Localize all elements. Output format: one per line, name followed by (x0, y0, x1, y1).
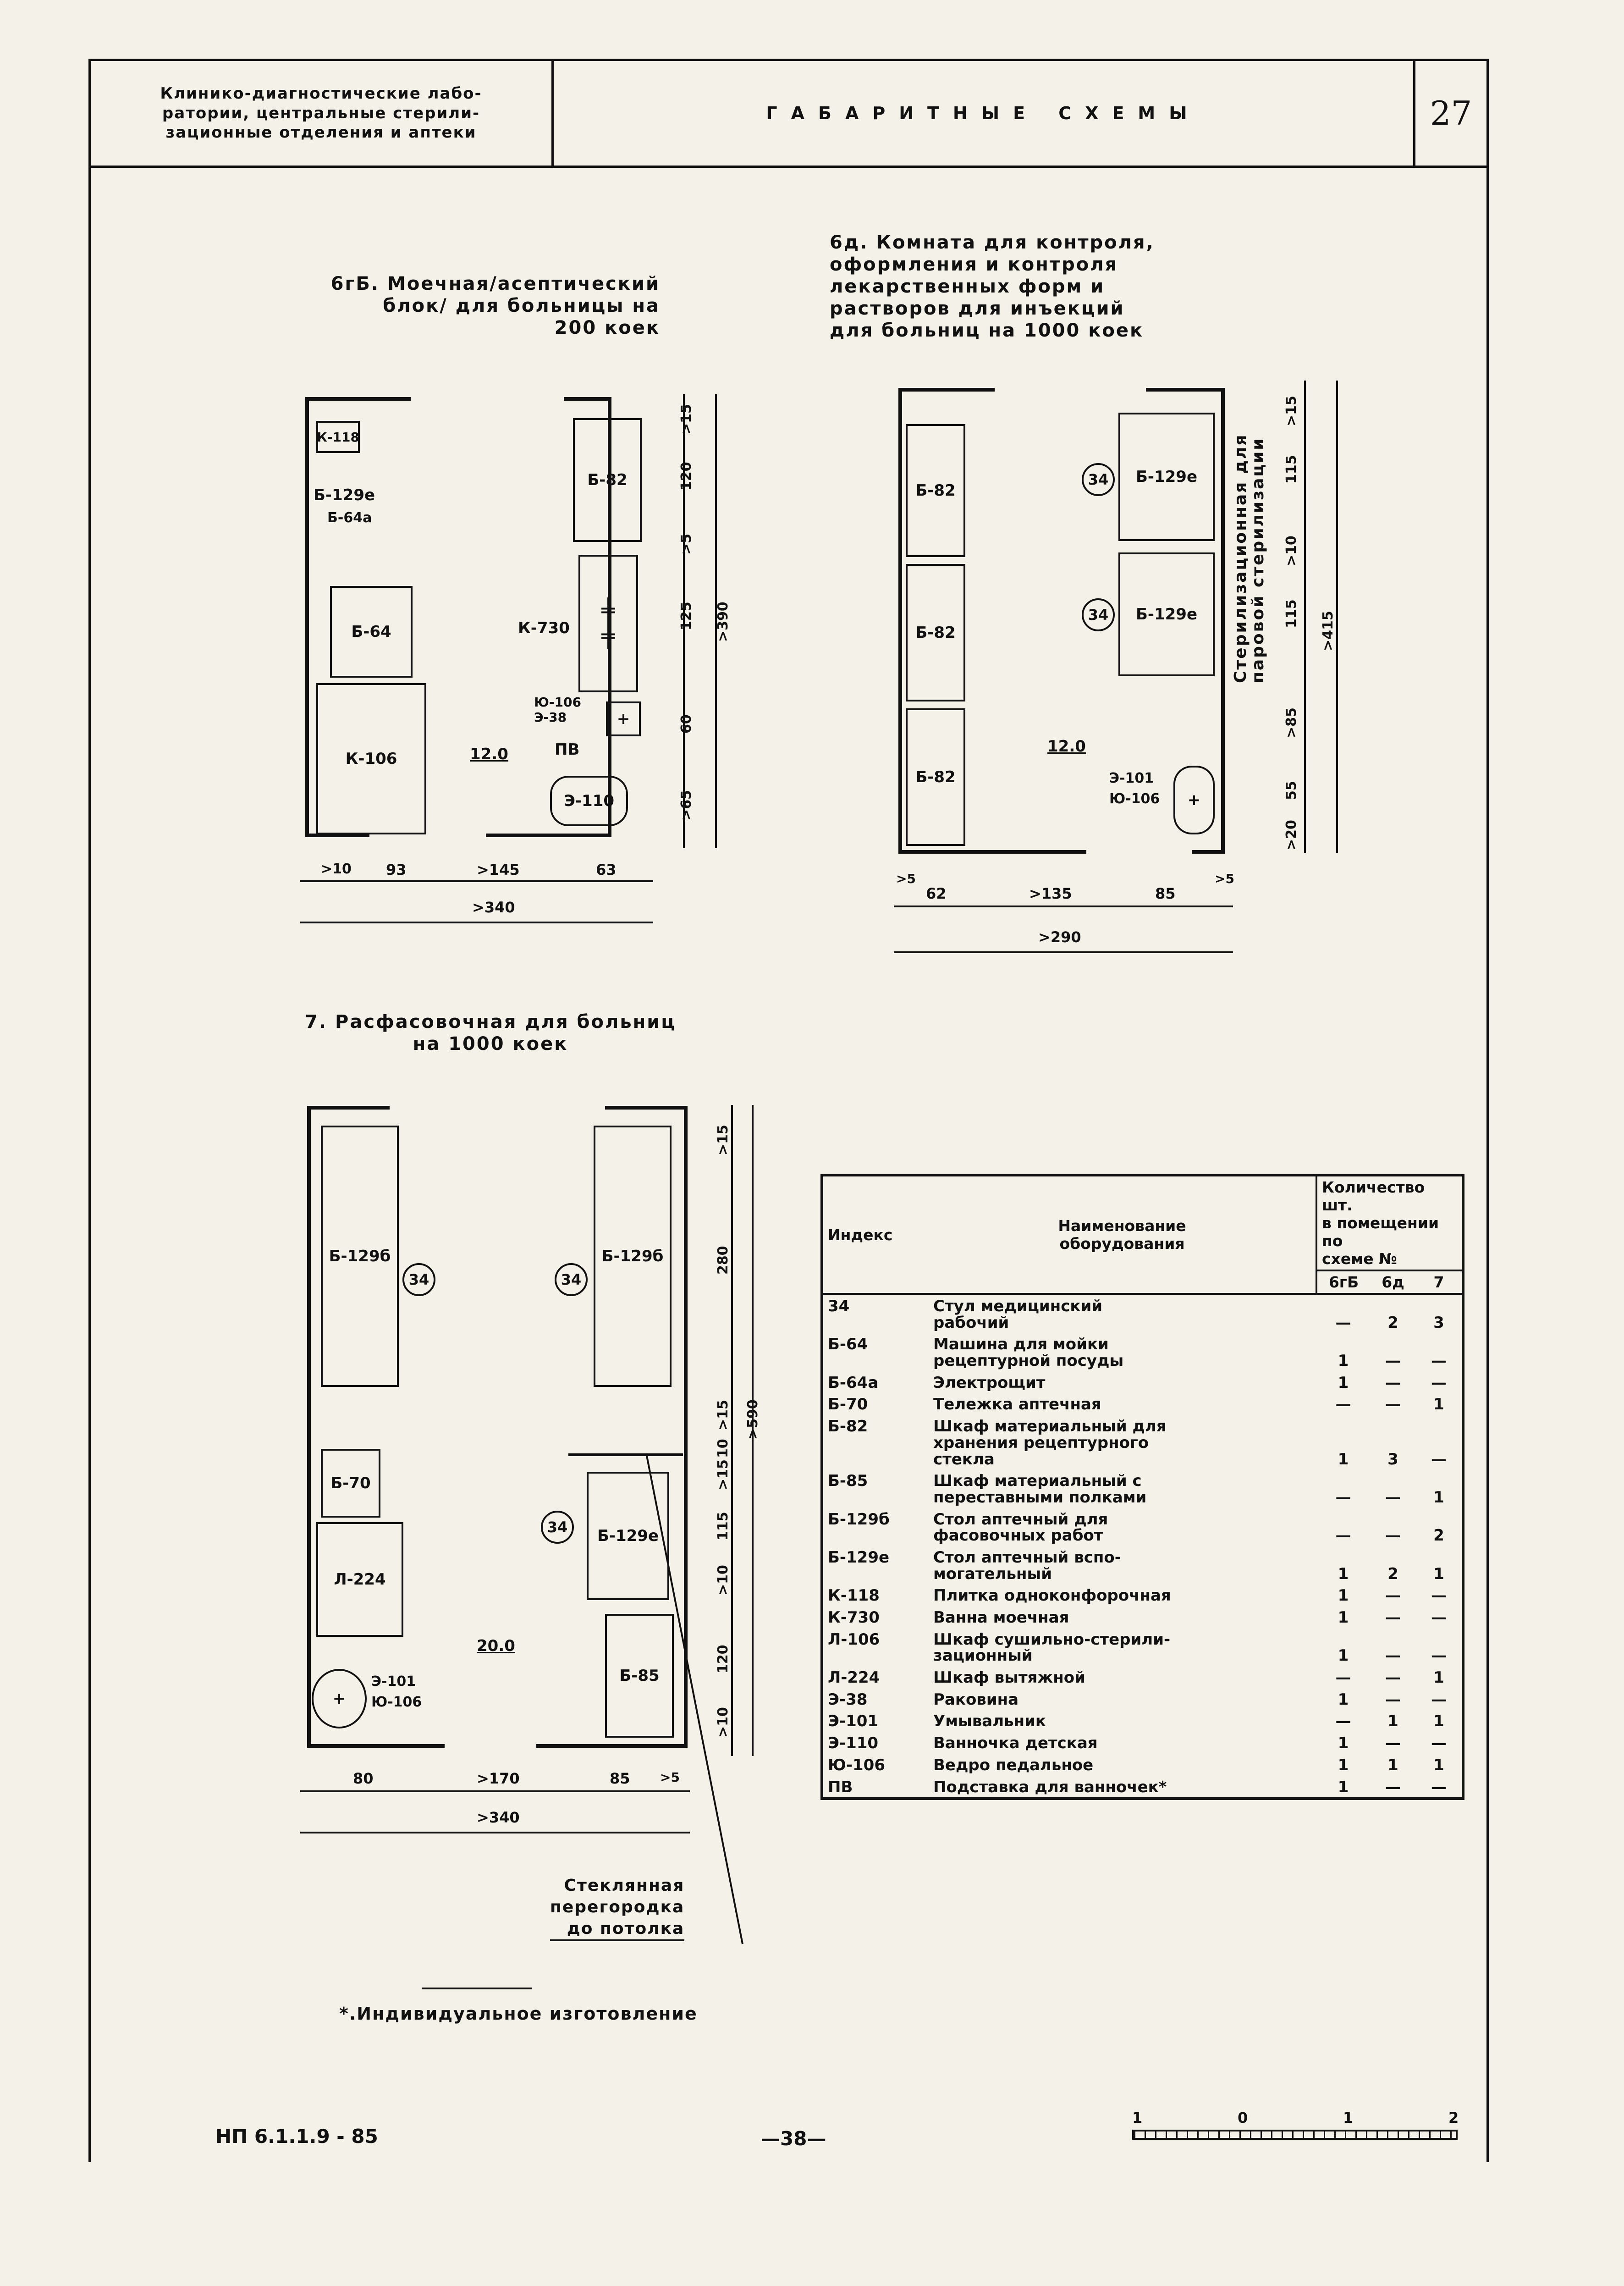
cell-name: Стол аптечный для фасовочных работ (933, 1510, 1108, 1545)
dim-h: 63 (596, 861, 617, 878)
cell-qty: — (1385, 1526, 1401, 1545)
cell-qty: 1 (1338, 1778, 1349, 1796)
footnote: *.Индивидуальное изготовление (339, 2004, 698, 2024)
cell-name: Умывальник (933, 1712, 1046, 1731)
dim-v: >15 (678, 404, 694, 435)
dim-h: >145 (477, 861, 520, 878)
item-yu106-label: Ю-106 (1109, 791, 1160, 807)
dim-h: 80 (353, 1770, 374, 1787)
dim-v: 125 (678, 602, 694, 630)
cell-qty: — (1335, 1526, 1351, 1545)
item-b129e: Б-129е (587, 1472, 669, 1600)
cell-index: К-730 (828, 1608, 880, 1627)
cell-name: Плитка одноконфорочная (933, 1586, 1171, 1605)
cell-index: Э-110 (828, 1734, 879, 1753)
item-k730-label: К-730 (518, 619, 570, 637)
dim-v: 10 (715, 1439, 731, 1458)
table-row (822, 1584, 1463, 1606)
table-row (822, 1294, 1463, 1333)
table-row (822, 1688, 1463, 1710)
cell-qty: 1 (1338, 1586, 1349, 1605)
cell-qty: 1 (1387, 1756, 1398, 1774)
dim-v: >20 (1283, 820, 1299, 850)
table-col: 7 (1433, 1273, 1444, 1291)
dim-h: >170 (477, 1770, 520, 1787)
table-row (822, 1754, 1463, 1776)
header-page-number: 27 (1430, 94, 1472, 133)
dim-v: >390 (715, 602, 731, 642)
dim-h: >10 (321, 861, 352, 877)
cell-qty: — (1385, 1586, 1401, 1605)
dim-v: >65 (678, 790, 694, 821)
item-b82: Б-82 (906, 424, 965, 557)
dim-v: >5 (678, 533, 694, 555)
item-b129b: Б-129б (321, 1126, 399, 1387)
item-pv-label: ПВ (555, 740, 580, 759)
cell-qty: — (1431, 1352, 1447, 1370)
dim-v: 115 (715, 1512, 731, 1541)
item-b129e-label: Б-129е (314, 486, 375, 504)
cell-index: Э-38 (828, 1690, 868, 1709)
table-row (822, 1415, 1463, 1469)
cell-qty: — (1385, 1608, 1401, 1627)
cell-qty: — (1385, 1778, 1401, 1796)
item-chair-34: 34 (541, 1511, 574, 1544)
scheme-6d-area: 12.0 (1047, 737, 1086, 756)
table-row (822, 1666, 1463, 1688)
table-row (822, 1546, 1463, 1584)
scheme-7-area: 20.0 (477, 1637, 515, 1655)
cell-qty: 1 (1338, 1646, 1349, 1665)
table-col: 6гБ (1316, 1270, 1370, 1294)
cell-qty: — (1385, 1668, 1401, 1687)
cell-qty: 1 (1433, 1488, 1444, 1507)
dim-h: >290 (1038, 928, 1081, 946)
cell-qty: 1 (1387, 1712, 1398, 1731)
partition-note: Стеклянная перегородка до потолка (550, 1875, 684, 1941)
table-row (822, 1776, 1463, 1799)
dim-h: >5 (1215, 871, 1234, 886)
cell-qty: 1 (1338, 1756, 1349, 1774)
item-e110: Э-110 (550, 776, 628, 826)
cell-qty: 1 (1338, 1352, 1349, 1370)
dim-v: 120 (715, 1645, 731, 1673)
cell-index: Ю-106 (828, 1756, 885, 1774)
cell-index: Л-224 (828, 1668, 880, 1687)
dim-h: >5 (896, 871, 916, 886)
cell-qty: — (1431, 1646, 1447, 1665)
cell-qty: 3 (1433, 1313, 1444, 1332)
table-row (822, 1333, 1463, 1371)
cell-index: Б-129б (828, 1510, 890, 1529)
cell-qty: — (1431, 1586, 1447, 1605)
table-row (822, 1371, 1463, 1393)
scheme-6gb-title: 6гБ. Моечная/асептический блок/ для больницы на 200 коек (330, 273, 660, 338)
dim-v: 280 (715, 1246, 731, 1275)
cell-qty: 2 (1387, 1564, 1398, 1583)
item-b64: Б-64 (330, 586, 413, 678)
cell-qty: 1 (1338, 1690, 1349, 1709)
item-b85: Б-85 (605, 1614, 674, 1738)
item-b70: Б-70 (321, 1449, 380, 1518)
table-row (822, 1606, 1463, 1628)
cell-qty: — (1431, 1690, 1447, 1709)
cell-qty: — (1431, 1373, 1447, 1392)
doc-code: НП 6.1.1.9 - 85 (215, 2125, 378, 2148)
dim-h: >5 (660, 1770, 680, 1785)
cell-name: Шкаф вытяжной (933, 1668, 1085, 1687)
cell-name: Машина для мойки рецептурной посуды (933, 1335, 1124, 1370)
item-b82-cabinet: Б-82 (573, 418, 642, 542)
table-body (822, 1294, 1463, 1799)
sheet-header (88, 59, 1489, 168)
item-chair-34: 34 (1082, 463, 1115, 496)
table-header-name: Наименование оборудования (1058, 1217, 1186, 1253)
frame-right (1486, 168, 1489, 2162)
item-e101-basin: + (312, 1669, 367, 1728)
dim-h: 85 (610, 1770, 630, 1787)
cell-qty: — (1335, 1313, 1351, 1332)
header-doc-title: ГАБАРИТНЫЕ СХЕМЫ (554, 61, 1415, 166)
dim-v: 120 (678, 462, 694, 491)
cell-qty: — (1385, 1488, 1401, 1507)
item-e101-label: Э-101 (1109, 770, 1154, 786)
table-col: 6д (1382, 1273, 1404, 1291)
table-row (822, 1393, 1463, 1415)
cell-qty: 1 (1338, 1373, 1349, 1392)
cell-name: Электрощит (933, 1373, 1046, 1392)
table-row (822, 1710, 1463, 1732)
equipment-table (820, 1174, 1464, 1800)
dim-v: >15 (715, 1400, 731, 1430)
table-row (822, 1732, 1463, 1754)
dim-h: 93 (386, 861, 407, 878)
item-b82: Б-82 (906, 708, 965, 846)
table-header-index: Индекс (828, 1226, 893, 1244)
dim-v: >415 (1320, 611, 1336, 651)
note-rule (422, 1988, 532, 1989)
cell-qty: — (1335, 1395, 1351, 1414)
cell-qty: — (1335, 1668, 1351, 1687)
cell-qty: — (1385, 1395, 1401, 1414)
table-row (822, 1508, 1463, 1546)
cell-index: К-118 (828, 1586, 880, 1605)
dim-v: 60 (678, 714, 694, 734)
cell-index: 34 (828, 1297, 850, 1315)
cell-name: Подставка для ванночек* (933, 1778, 1167, 1796)
cell-qty: — (1431, 1450, 1447, 1469)
cell-qty: — (1385, 1734, 1401, 1753)
dim-v: >10 (715, 1565, 731, 1596)
dim-v: >15 (715, 1459, 731, 1490)
item-b129e: Б-129е (1118, 413, 1215, 541)
dim-v: 55 (1283, 781, 1299, 800)
cell-name: Стол аптечный вспо- могательный (933, 1548, 1121, 1583)
item-chair-34: 34 (1082, 598, 1115, 631)
header-section-title: Клинико-диагностические лабо- ратории, центральные стерили- зационные отделения и аптеки (91, 61, 554, 166)
cell-qty: 1 (1433, 1564, 1444, 1583)
item-b129e: Б-129е (1118, 552, 1215, 676)
frame-left (88, 168, 91, 2162)
cell-qty: 3 (1387, 1450, 1398, 1469)
cell-qty: 1 (1433, 1712, 1444, 1731)
dim-v: 115 (1283, 455, 1299, 484)
cell-qty: — (1385, 1352, 1401, 1370)
cell-qty: 1 (1433, 1668, 1444, 1687)
item-k106: К-106 (316, 683, 426, 834)
cell-qty: — (1431, 1734, 1447, 1753)
cell-name: Шкаф материальный с переставными полками (933, 1472, 1147, 1507)
item-yu106-label: Ю-106 (371, 1694, 422, 1710)
dim-h: >340 (472, 899, 515, 916)
item-yu106-label: Ю-106 (534, 695, 581, 710)
dim-v: >15 (715, 1125, 731, 1155)
cell-index: Б-64а (828, 1373, 879, 1392)
cell-qty: 1 (1338, 1564, 1349, 1583)
cell-index: ПВ (828, 1778, 853, 1796)
cell-qty: 1 (1338, 1450, 1349, 1469)
cell-qty: — (1385, 1690, 1401, 1709)
cell-name: Тележка аптечная (933, 1395, 1101, 1414)
item-b82: Б-82 (906, 564, 965, 701)
cell-index: Э-101 (828, 1712, 879, 1731)
cell-index: Б-129е (828, 1548, 890, 1567)
cell-qty: — (1335, 1488, 1351, 1507)
cell-name: Стул медицинский рабочий (933, 1297, 1103, 1332)
cell-name: Ванночка детская (933, 1734, 1098, 1753)
cell-index: Б-70 (828, 1395, 868, 1414)
cell-qty: 1 (1433, 1756, 1444, 1774)
scheme-7-title: 7. Расфасовочная для больниц на 1000 коек (305, 1011, 676, 1055)
item-k730-sink: ╪ ╪ (578, 555, 638, 692)
scale-bar: 1 0 1 2 (1132, 2109, 1462, 2146)
dim-h: >340 (477, 1809, 520, 1826)
item-b129b: Б-129б (594, 1126, 672, 1387)
cell-qty: — (1385, 1646, 1401, 1665)
dim-h: >135 (1029, 885, 1072, 902)
dim-v: 115 (1283, 599, 1299, 628)
item-e101-basin: + (1173, 766, 1215, 834)
cell-qty: 1 (1338, 1734, 1349, 1753)
cell-qty: — (1431, 1778, 1447, 1796)
scheme-6d-title: 6д. Комната для контроля, оформления и контроля лекарственных форм и растворов для инъекций для больниц на 1000 коек (830, 232, 1155, 341)
cell-qty: — (1431, 1608, 1447, 1627)
cell-qty: — (1385, 1373, 1401, 1392)
cell-qty: 2 (1387, 1313, 1398, 1332)
item-chair-34: 34 (402, 1263, 435, 1296)
cell-index: Л-106 (828, 1630, 880, 1649)
dim-v: >15 (1283, 396, 1299, 426)
dim-h: 62 (926, 885, 947, 902)
cell-index: Б-85 (828, 1472, 868, 1491)
dim-v: >10 (1283, 536, 1299, 566)
scheme-6gb-area: 12.0 (470, 745, 508, 763)
dim-v: >10 (715, 1707, 731, 1738)
cell-name: Шкаф материальный для хранения рецептурного стекла (933, 1417, 1167, 1469)
cell-index: Б-64 (828, 1335, 868, 1354)
table-header-qty: Количество шт. в помещении по схеме № (1316, 1175, 1463, 1270)
item-chair-34: 34 (555, 1263, 588, 1296)
item-b64a-label: Б-64а (327, 510, 372, 526)
cell-name: Шкаф сушильно-стерили- зационный (933, 1630, 1171, 1665)
item-e38-label: Э-38 (534, 710, 567, 725)
sheet-number: —38— (761, 2127, 826, 2150)
adjacent-room-label: Стерилизационная для паровой стерилизации (1231, 433, 1267, 683)
cell-qty: 1 (1433, 1395, 1444, 1414)
cell-qty: — (1335, 1712, 1351, 1731)
dim-h: 85 (1155, 885, 1176, 902)
cell-qty: 2 (1433, 1526, 1444, 1545)
item-k118: К-118 (316, 421, 360, 453)
dim-v: >590 (745, 1399, 761, 1440)
cell-name: Раковина (933, 1690, 1019, 1709)
cell-qty: 1 (1338, 1608, 1349, 1627)
item-l224: Л-224 (316, 1522, 403, 1637)
table-row (822, 1628, 1463, 1666)
cell-index: Б-82 (828, 1417, 868, 1436)
dim-v: >85 (1283, 707, 1299, 738)
table-row (822, 1469, 1463, 1507)
cell-name: Ванна моечная (933, 1608, 1069, 1627)
item-e101-label: Э-101 (371, 1673, 416, 1690)
partition-leader (642, 1449, 747, 1949)
cell-name: Ведро педальное (933, 1756, 1094, 1774)
item-e38-basin: + (606, 701, 641, 736)
